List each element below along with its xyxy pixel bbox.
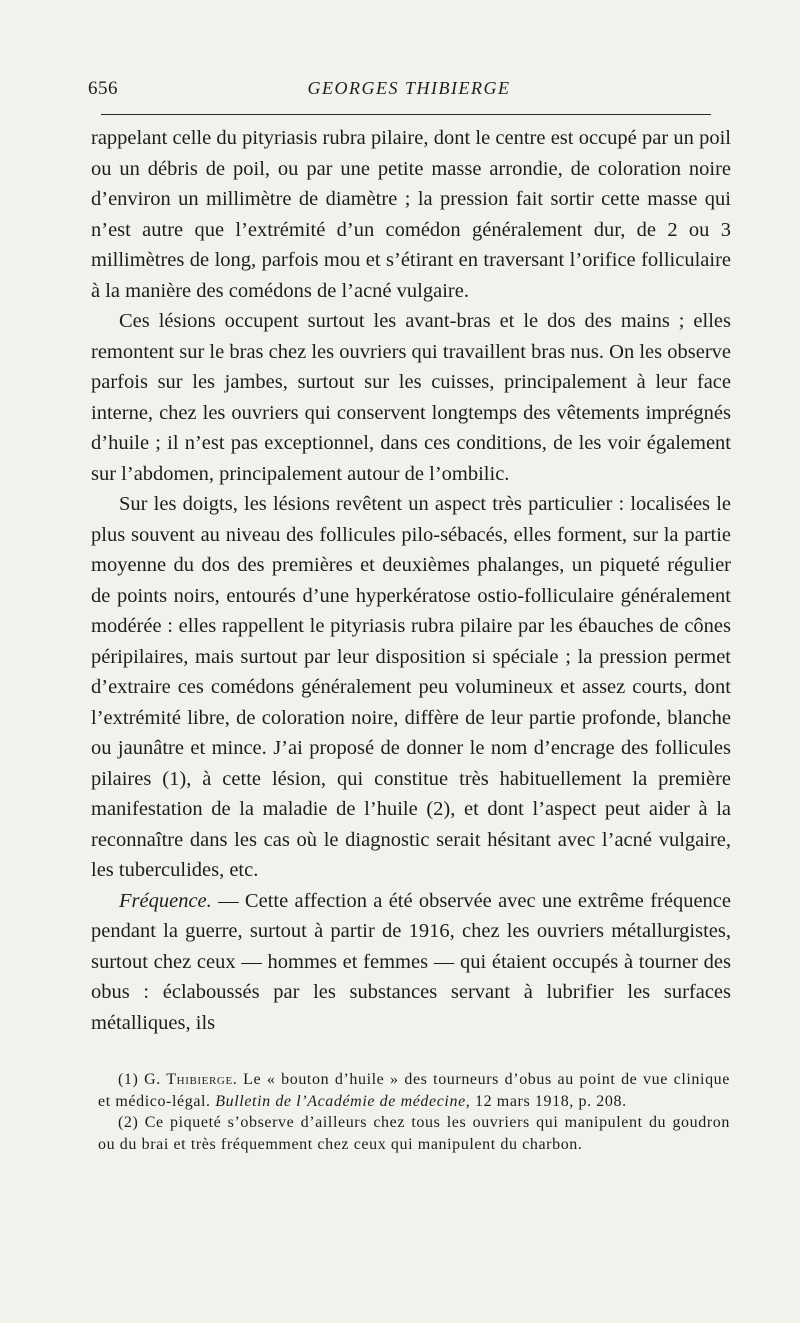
footnote-1-marker: (1) <box>118 1071 145 1088</box>
paragraph-4 <box>91 886 731 1039</box>
footnote-1-journal: Bulletin de l’Académie de médecine, <box>215 1092 471 1110</box>
running-title: GEORGES THIBIERGE <box>307 78 511 98</box>
header-rule <box>101 114 711 115</box>
running-head <box>88 78 730 106</box>
footnote-1-date: 12 mars 1918, p. 208. <box>470 1092 627 1110</box>
footnote-2: (2) Ce piqueté s’observe d’ailleurs chez tous les ouvriers qui manipulent du goudron ou du brai et très fréquemment chez ceux qui manipulent du charbon. <box>98 1114 730 1153</box>
footnotes <box>98 1069 730 1155</box>
paragraph-3: Sur les doigts, les lésions revêtent un aspect très particulier : localisées le plus souvent au niveau des follicules pilo-sébacés, elles forment, sur la partie moyenne du dos des premières et deuxièmes phalanges, un piqueté régulier de points noirs, entourés d’une hyperkératose ostio-folliculaire généralement modérée : elles rappellent le pityriasis rubra pilaire par les ébauches de cônes péripilaires, mais surtout par leur disposition si spéciale ; la pression permet d’extraire ces comédons généralement peu volumineux et assez courts, dont l’extrémité libre, de coloration noire, diffère de leur partie profonde, blanche ou jaunâtre et mince. J’ai proposé de donner le nom d’encrage des follicules pilaires (1), à cette lésion, qui constitue très habituellement la première manifestation de la maladie de l’huile (2), et dont l’aspect peut aider à la reconnaître dans les cas où le diagnostic serait hésitant avec l’acné vulgaire, les tuberculides, etc. <box>91 493 731 881</box>
paragraph-4-text: — Cette affection a été observée avec une extrême fréquence pendant la guerre, surtout à partir de 1916, chez les ouvriers métallurgistes, surtout chez ceux — hommes et femmes — qui étaient occupés à tourner des obus : éclaboussés par les substances servant à lubrifier les surfaces métalliques, ils <box>91 889 731 1034</box>
paragraph-1: rappelant celle du pityriasis rubra pilaire, dont le centre est occupé par un poil ou un débris de poil, ou par une petite masse arrondie, de coloration noire d’environ un millimètre de diamètre ; la pression fait sortir cette masse qui n’est autre que l’extrémité d’un comédon généralement dur, de 2 ou 3 millimètres de long, parfois mou et s’étirant en traversant l’orifice folliculaire à la manière des comédons de l’acné vulgaire. <box>91 127 731 302</box>
body-text <box>91 123 731 1038</box>
page-number: 656 <box>88 78 118 99</box>
footnote-1-author: G. Thibierge <box>144 1071 233 1088</box>
footnote-1-title: . Le « bouton d’huile » des tourneurs d’obus au point de vue clinique et médico-légal. <box>98 1071 730 1110</box>
paragraph-2: Ces lésions occupent surtout les avant-bras et le dos des mains ; elles remontent sur le bras chez les ouvriers qui travaillent bras nus. On les observe parfois sur les jambes, surtout sur les cuisses, principalement à leur face interne, chez les ouvriers qui conservent longtemps des vêtements imprégnés d’huile ; il n’est pas exceptionnel, dans ces conditions, de les voir également sur l’abdomen, principalement autour de l’ombilic. <box>91 310 731 485</box>
section-heading-frequence: Fréquence. <box>119 889 212 912</box>
footnote-1 <box>98 1069 730 1112</box>
